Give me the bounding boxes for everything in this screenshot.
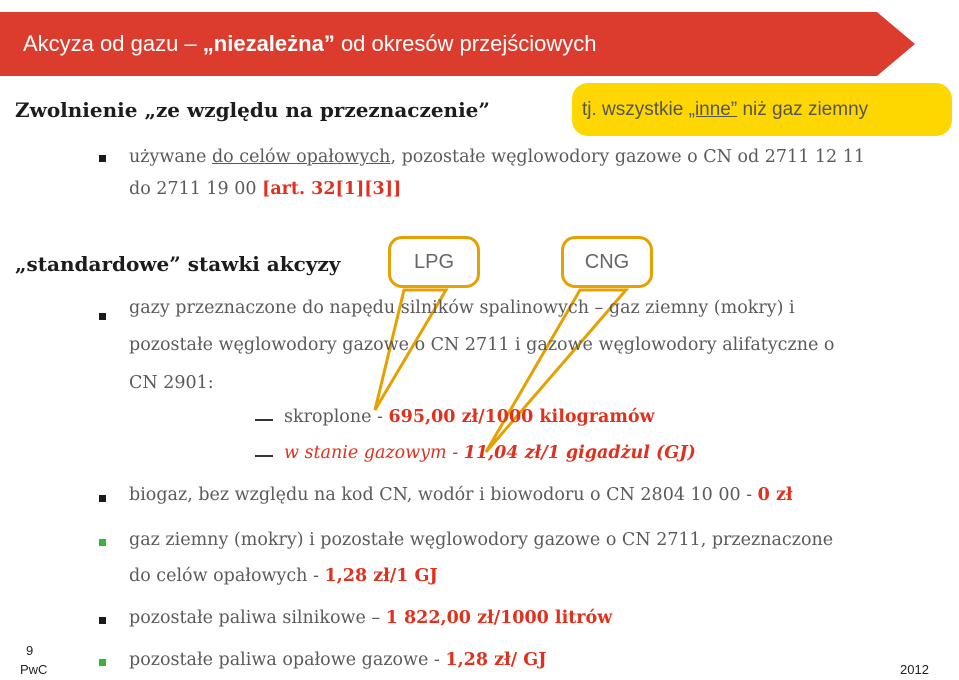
bullet-square-icon [99,495,106,502]
brand-name: PwC [20,662,48,677]
cng-label: CNG [561,236,653,288]
motor-gases-line-3: CN 2901: [129,373,214,393]
motor-gases-line-1: gazy przeznaczone do napędu silników spalinowych – gaz ziemny (mokry) i [129,298,795,318]
heating-exemption-line-2: do 2711 19 00 [art. 32[1][3]] [129,179,402,199]
footer-year: 2012 [900,662,929,677]
heating-exemption-line-1: używane do celów opałowych, pozostałe węglowodory gazowe o CN od 2711 12 11 [129,147,865,167]
legal-reference: [art. 32[1][3]] [262,179,402,199]
liquefied-rate-line: skroplone - 695,00 zł/1000 kilogramów [284,407,655,427]
biogas-line: biogaz, bez względu na kod CN, wodór i biowodoru o CN 2804 10 00 - 0 zł [129,485,793,505]
standard-rates-heading: „standardowe” stawki akcyzy [15,252,341,276]
callout-other-gases: tj. wszystkie „inne” niż gaz ziemny [572,83,952,136]
bullet-square-icon [99,617,106,624]
other-heating-fuels-line: pozostałe paliwa opałowe gazowe - 1,28 zł/ GJ [129,650,547,670]
bullet-square-green-icon [99,659,106,666]
motor-gases-line-2: pozostałe węglowodory gazowe o CN 2711 i gazowe węglowodory alifatyczne o [129,335,835,355]
bullet-square-green-icon [99,539,106,546]
slide-title: Akcyza od gazu – „niezależna” od okresów przejściowych [23,31,597,56]
dash-bullet-icon [255,455,273,457]
exemption-heading: Zwolnienie „ze względu na przeznaczenie” [15,98,490,122]
bullet-square-icon [99,313,106,320]
heating-gas-line-2: do celów opałowych - 1,28 zł/1 GJ [129,566,438,586]
lpg-label: LPG [388,236,480,288]
other-motor-fuels-line: pozostałe paliwa silnikowe – 1 822,00 zł/1000 litrów [129,608,613,628]
gaseous-rate-line: w stanie gazowym - 11,04 zł/1 gigadżul (GJ) [284,443,696,463]
dash-bullet-icon [255,419,273,421]
page-number: 9 [26,643,34,658]
heating-gas-line-1: gaz ziemny (mokry) i pozostałe węglowodory gazowe o CN 2711, przeznaczone [129,530,834,550]
